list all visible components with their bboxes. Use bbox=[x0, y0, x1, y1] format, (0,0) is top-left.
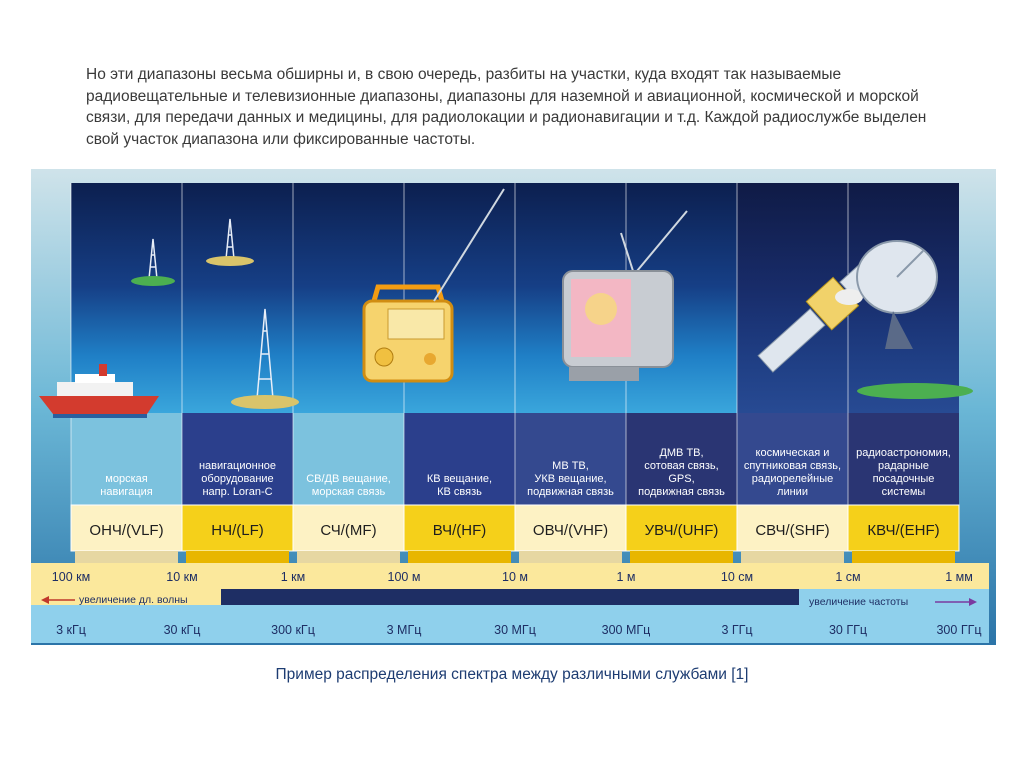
band-connector bbox=[186, 551, 289, 563]
band-service-label: радарные bbox=[878, 460, 929, 472]
frequency-tick-label: 300 ГГц bbox=[936, 623, 982, 637]
band-service-label: ДМВ ТВ, bbox=[659, 447, 704, 459]
band-connector bbox=[75, 551, 178, 563]
frequency-tick-label: 3 МГц bbox=[386, 623, 422, 637]
band-code-label: КВЧ/(EHF) bbox=[867, 522, 940, 539]
band-connector bbox=[519, 551, 622, 563]
band-service-label: оборудование bbox=[201, 473, 274, 485]
frequency-tick-label: 300 кГц bbox=[271, 623, 315, 637]
wavelength-tick-label: 1 см bbox=[835, 570, 861, 584]
intro-line: свой участок диапазона или фиксированные частоты. bbox=[86, 130, 476, 148]
band-service-label: космическая и bbox=[755, 447, 830, 459]
band-connector bbox=[408, 551, 511, 563]
frequency-tick-label: 3 кГц bbox=[56, 623, 86, 637]
band-service-label: спутниковая связь, bbox=[743, 460, 842, 472]
intro-line: связи, для передачи данных и медицины, для радиолокации и радионавигации и т.д. Каждой радиослужбе выделен bbox=[86, 109, 927, 126]
band-service-label: МВ ТВ, bbox=[552, 460, 589, 472]
band-service-label: подвижная связь bbox=[638, 486, 725, 498]
band-service-label: навигационное bbox=[198, 460, 277, 472]
band-service-label: морская связь bbox=[311, 486, 386, 498]
band-service-label: линии bbox=[777, 486, 808, 498]
figure-caption: Пример распределения спектра между различными службами [1] bbox=[275, 666, 749, 683]
band-service-label: КВ вещание, bbox=[426, 473, 493, 485]
frequency-tick-label: 30 МГц bbox=[494, 623, 536, 637]
band-service-label: КВ связь bbox=[437, 486, 482, 498]
band-service-label: морская bbox=[105, 473, 148, 485]
wavelength-tick-label: 10 км bbox=[166, 570, 198, 584]
band-code-label: УВЧ/(UHF) bbox=[644, 522, 719, 539]
intro-paragraph bbox=[86, 64, 1001, 150]
band-code-label: НЧ/(LF) bbox=[211, 522, 264, 539]
wavelength-tick-label: 10 м bbox=[502, 570, 528, 584]
wavelength-tick-label: 1 м bbox=[616, 570, 636, 584]
wavelength-tick-label: 100 км bbox=[51, 570, 91, 584]
band-connector bbox=[852, 551, 955, 563]
band-connector bbox=[741, 551, 844, 563]
band-code-label: СВЧ/(SHF) bbox=[755, 522, 830, 539]
band-service-label: системы bbox=[881, 486, 926, 498]
wavelength-tick-label: 1 мм bbox=[945, 570, 973, 584]
band-code-label: СЧ/(MF) bbox=[320, 522, 377, 539]
band-connector bbox=[297, 551, 400, 563]
band-code-label: ВЧ/(HF) bbox=[432, 522, 487, 539]
frequency-arrow-label: увеличение частоты bbox=[809, 596, 909, 608]
band-connector bbox=[630, 551, 733, 563]
band-code-label: ОВЧ/(VHF) bbox=[532, 522, 609, 539]
band-service-label: УКВ вещание, bbox=[534, 473, 607, 485]
band-service-label: сотовая связь, bbox=[644, 460, 719, 472]
band-code-label: ОНЧ/(VLF) bbox=[89, 522, 164, 539]
band-service-label: навигация bbox=[100, 486, 153, 498]
band-service-label: подвижная связь bbox=[527, 486, 614, 498]
intro-line: радиовещательные и телевизионные диапазоны, диапазоны для наземной и авиационной, космической и морской bbox=[86, 87, 919, 105]
frequency-tick-label: 30 кГц bbox=[163, 623, 201, 637]
band-service-label: радиорелейные bbox=[751, 473, 834, 485]
band-service-label: радиоастрономия, bbox=[856, 447, 951, 459]
band-service-label: GPS, bbox=[668, 473, 695, 485]
frequency-tick-label: 3 ГГц bbox=[721, 623, 753, 637]
intro-line: Но эти диапазоны весьма обширны и, в свою очередь, разбиты на участки, куда входят так называемые bbox=[86, 66, 842, 83]
wavelength-tick-label: 100 м bbox=[387, 570, 421, 584]
wavelength-tick-label: 1 км bbox=[280, 570, 306, 584]
band-service-label: посадочные bbox=[872, 473, 935, 485]
spectrum-diagram bbox=[31, 169, 996, 645]
band-service-label: напр. Loran-C bbox=[202, 486, 273, 498]
band-service-label: СВ/ДВ вещание, bbox=[306, 473, 391, 485]
wavelength-arrow-label: увеличение дл. волны bbox=[79, 594, 188, 606]
wavelength-tick-label: 10 см bbox=[720, 570, 754, 584]
frequency-tick-label: 300 МГц bbox=[601, 623, 651, 637]
frequency-tick-label: 30 ГГц bbox=[828, 623, 868, 637]
